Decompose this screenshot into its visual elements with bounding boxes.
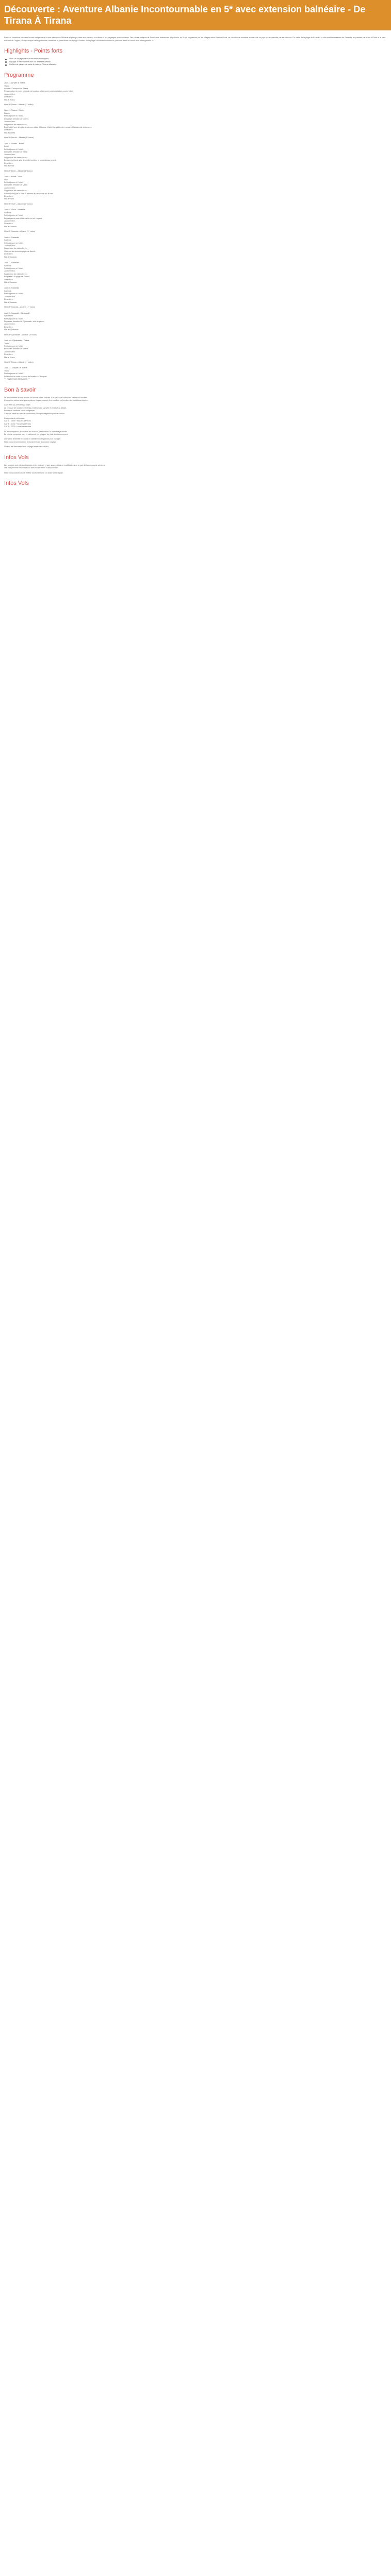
day-line: Hôtel 5* Gjirokastër – Albanie (1* inclus) xyxy=(4,333,37,336)
day-block xyxy=(4,367,387,381)
day-line: Dîner libre. xyxy=(4,298,13,301)
day-line: Hôtel 5* Tirana – Albanie (1* inclus) xyxy=(4,361,34,363)
price-line: CAT A - 1000 + tous les services xyxy=(4,420,31,422)
day-line: Nuit à Vlorë. xyxy=(4,198,14,200)
day-line: Journée libre. xyxy=(4,350,15,353)
day-line: Restitution de votre véhicule de location à l'aéroport. xyxy=(4,375,47,378)
day-line: Petit-déjeuner à l'hôtel. xyxy=(4,293,23,295)
day-line: Tirana xyxy=(4,342,10,345)
day-title: Jour 9 - Saranda - Gjirokastër xyxy=(4,312,30,314)
page-title: Découverte : Aventure Albanie Incontournable en 5* avec extension balnéaire - De Tirana À Tirana xyxy=(4,4,366,26)
highlights-list xyxy=(4,58,387,66)
day-line: Saranda xyxy=(4,211,11,214)
day-line: Arrivée à l'aéroport de Tirana. xyxy=(4,87,29,90)
good-to-know-section xyxy=(4,397,387,449)
day-line: Durrës est l'une des plus anciennes villes d'Albanie. Visitez l'amphithéâtre romain et l'ensemble des ruines. xyxy=(4,126,92,129)
price-line: Nous vous recommandons de souscrire une assurance voyage. xyxy=(4,440,57,443)
day-line: Départ en direction de Berat. xyxy=(4,151,28,154)
day-line: Vlorë xyxy=(4,178,9,181)
day-line: Hôtel 5* Saranda – Albanie (1* inclus) xyxy=(4,306,36,309)
day-line: Départ en direction de Gjirokastër, ville de pierre. xyxy=(4,320,44,323)
day-line: Petit-déjeuner à l'hôtel. xyxy=(4,317,23,320)
day-line: Dîner libre. xyxy=(4,96,13,98)
price-line: Permis de conduire valide obligatoire. xyxy=(4,410,35,412)
day-line: Petit-déjeuner à l'hôtel. xyxy=(4,242,23,244)
price-line: L'ordre des visites ainsi que certaines étapes peuvent être modifiés en fonction des conditions locales. xyxy=(4,399,88,401)
footer-title: Infos Vols xyxy=(4,480,29,486)
day-title: Jour 2 - Tirana - Durrës xyxy=(4,109,25,112)
day-line: Saranda xyxy=(4,290,11,293)
highlight-item: Voyager à votre rythme avec un itinéraire détaillé xyxy=(4,61,387,64)
day-line: Hôtel 5* Durrës – Albanie (1* inclus) xyxy=(4,137,34,139)
title-banner xyxy=(0,0,391,30)
day-line: Tirana xyxy=(4,369,10,372)
day-line: Petit-déjeuner à l'hôtel. xyxy=(4,115,23,117)
day-title: Jour 7 - Saranda xyxy=(4,262,19,264)
day-line: Baignade à la plage de Ksamil. xyxy=(4,276,30,278)
info-line: Nous vous conseillons de vérifier vos horaires de vol avant votre départ. xyxy=(4,471,63,474)
highlights-title: Highlights - Points forts xyxy=(4,48,63,55)
day-line: Tirana xyxy=(4,84,10,87)
day-title: Jour 11 - Départ De Tirana xyxy=(4,367,27,369)
day-line: Suggestion de visites libres : xyxy=(4,247,28,250)
day-line: Saranda xyxy=(4,264,11,267)
price-line: Le prix comprend : la location du véhicule, l'assurance, le kilométrage illimité. xyxy=(4,430,68,433)
day-block xyxy=(4,340,387,364)
price-line: Une pièce d'identité en cours de validité est obligatoire pour voyager. xyxy=(4,438,61,440)
day-line: Journée libre. xyxy=(4,93,15,95)
page xyxy=(0,0,391,511)
day-line: Départ par la route côtière et le col de Llogara. xyxy=(4,217,43,219)
day-title: Jour 4 - Berat - Vlora xyxy=(4,175,23,178)
day-line: Dîner libre. xyxy=(4,195,13,197)
day-line: Nuit à Saranda. xyxy=(4,281,17,284)
price-title: Bon à savoir xyxy=(4,386,36,393)
day-line: Berat xyxy=(4,145,9,148)
price-line: Le véhicule de location est remis à l'aéroport à l'arrivée et restitué au départ. xyxy=(4,406,67,409)
day-line: Dîner libre. xyxy=(4,129,13,131)
day-line: Découvrez Berat, ville des mille fenêtres et son château perché. xyxy=(4,159,57,162)
day-line: Hôtel 5* Berat – Albanie (1* inclus) xyxy=(4,170,33,172)
day-line: Nuit à Saranda. xyxy=(4,301,17,303)
day-line: Saranda xyxy=(4,239,11,242)
day-title: Jour 1 - Arrivée à Tirana xyxy=(4,81,25,84)
day-line: Nuit à Tirana. xyxy=(4,356,15,359)
day-line: Retour en direction de Tirana. xyxy=(4,348,29,350)
day-block xyxy=(4,312,387,336)
day-line: Journée libre. xyxy=(4,154,15,156)
day-line: Suggestion de visites libres : xyxy=(4,273,28,275)
day-line: Petit-déjeuner à l'hôtel. xyxy=(4,372,23,375)
day-line: Journée libre. xyxy=(4,121,15,123)
flights-info-section xyxy=(4,464,387,474)
highlight-item: Vivre un voyage entre la mer et les montagnes xyxy=(4,58,387,61)
day-title: Jour 3 - Durrës - Berat xyxy=(4,142,24,145)
day-line: Journée libre. xyxy=(4,187,15,189)
day-line: *** FIN DE NOS SERVICES *** xyxy=(4,378,30,381)
day-line: Nuit à Gjirokastër. xyxy=(4,329,19,331)
day-line: Dîner libre. xyxy=(4,253,13,256)
price-line: Le prix ne comprend pas : le carburant, les péages, les frais de stationnement. xyxy=(4,433,69,436)
highlight-item: Profitez de plages de sable fin dans la Riviera albanaise xyxy=(4,63,387,66)
price-line: Catégories de véhicules : xyxy=(4,417,25,420)
day-line: Petit-déjeuner à l'hôtel. xyxy=(4,181,23,183)
day-line: Suggestion de visites libres : xyxy=(4,156,28,159)
day-block xyxy=(4,143,387,173)
programme-days xyxy=(4,82,387,381)
day-title: Jour 10 - Gjirokastër - Tirana xyxy=(4,339,29,342)
price-line: CAT D - 7500 + tous les services xyxy=(4,426,31,428)
price-line: Carte de crédit au nom du conducteur principal obligatoire pour la caution. xyxy=(4,412,65,415)
info-line: Les vols peuvent être directs ou avec escale selon la disponibilité. xyxy=(4,467,58,469)
day-line: Journée libre. xyxy=(4,245,15,247)
day-line: Suggestion de visites libres : xyxy=(4,190,28,192)
info-line: Les horaires des vols sont donnés à titre indicatif et sont susceptibles de modifications de la part de la compagnie aérienne. xyxy=(4,464,106,466)
day-title: Jour 5 - Vlora - Saranda xyxy=(4,209,25,211)
day-line: Hôtel 5* Vlorë – Albanie (1* inclus) xyxy=(4,202,32,205)
day-line: Récupération de votre véhicule de location à l'aéroport puis installation à votre hôtel. xyxy=(4,90,74,93)
day-line: Dîner libre. xyxy=(4,223,13,225)
day-line: Nuit à Tirana. xyxy=(4,98,15,101)
day-block xyxy=(4,176,387,206)
price-line: Le déroulement de nos circuits est donné à titre indicatif. Il se peut que l'ordre des visites soit modifié. xyxy=(4,396,88,399)
day-block xyxy=(4,287,387,309)
day-line: Hôtel 5* Tirana – Albanie (1* inclus) xyxy=(4,104,34,106)
day-line: Petit-déjeuner à l'hôtel. xyxy=(4,345,23,347)
day-line: Dîner libre. xyxy=(4,353,13,356)
intro-text: Partez à l'aventure à travers le nord malgache de la mer découvrez l'Albanie et plongez dans son histoire, sa culture et ses paysages spectaculaires. Des ruines antiques de Durrës aux forteresses d'Apollonie, du Kruja en passant par les villages entre Vlorë et Berat, ce circuit vous emmène au cœur de ce pays qui surprendra par sa richesse. Du sable de la plage de Ksamil à la côte méditerranéenne de Saranda, en passant par le lac d'Ohrid et le parc national de Llogara, chaque étape mélange histoire, traditions et panoramas de voyage. Profitez de la plage à Ksamil et finissez ce parcours dans le confort d'un hébergement 5*. xyxy=(4,37,386,42)
day-line: Nuit à Durrës. xyxy=(4,131,16,134)
day-line: Dîner libre. xyxy=(4,162,13,164)
day-line: Journée libre. xyxy=(4,323,15,326)
day-line: Départ en direction de Durrës. xyxy=(4,117,29,120)
day-line: Durrës xyxy=(4,112,10,114)
price-line: Vérifiez les informations de voyage avant votre départ. xyxy=(4,446,49,448)
day-line: Hôtel 5* Saranda – Albanie (1* inclus) xyxy=(4,230,36,233)
day-line: Petit-déjeuner à l'hôtel. xyxy=(4,267,23,270)
flights-title: Infos Vols xyxy=(4,454,29,461)
day-line: Petit-déjeuner à l'hôtel. xyxy=(4,148,23,150)
day-block xyxy=(4,82,387,106)
day-line: Départ en direction de Vlora. xyxy=(4,184,28,187)
day-line: Dîner libre. xyxy=(4,278,13,281)
day-block xyxy=(4,262,387,284)
day-line: Nuit à Berat. xyxy=(4,165,14,167)
main-content xyxy=(0,37,391,487)
day-line: Journée libre. xyxy=(4,219,15,222)
day-line: Journée libre. xyxy=(4,295,15,298)
price-line: CAR RENTAL INFORMATIONS xyxy=(4,404,30,406)
day-block xyxy=(4,209,387,233)
day-line: Nuit à Saranda. xyxy=(4,256,17,258)
day-line: Journée libre. xyxy=(4,270,15,273)
day-line: Petit-déjeuner à l'hôtel. xyxy=(4,214,23,217)
day-block xyxy=(4,109,387,139)
day-line: Dîner libre. xyxy=(4,326,13,328)
price-line: CAT B - 1000 + tous les services xyxy=(4,422,31,425)
day-line: Visite du site archéologique de Butrint. xyxy=(4,250,36,252)
day-line: Flânez le long de la côte et admirez le panorama sur la mer. xyxy=(4,192,54,195)
day-line: Suggestion de visites libres : xyxy=(4,123,28,126)
day-line: Gjirokastër xyxy=(4,315,13,317)
day-title: Jour 8 - Saranda xyxy=(4,287,19,290)
programme-title: Programme xyxy=(4,72,34,78)
day-line: Nuit à Saranda. xyxy=(4,225,17,228)
day-block xyxy=(4,236,387,259)
day-title: Jour 6 - Saranda xyxy=(4,236,19,239)
